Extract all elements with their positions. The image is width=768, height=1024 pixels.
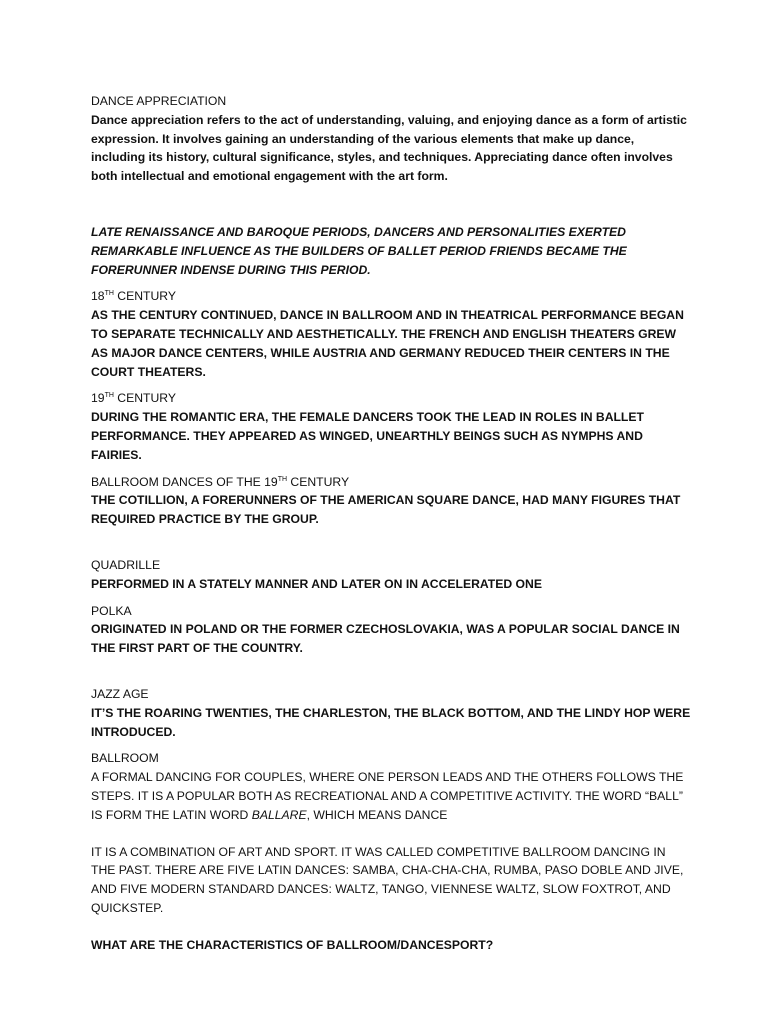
century-18-number: 18 — [91, 289, 105, 304]
dance-appreciation-heading: DANCE APPRECIATION — [91, 94, 227, 108]
ballroom-19-superscript: TH — [277, 475, 288, 483]
quadrille-paragraph: PERFORMED IN A STATELY MANNER AND LATER ON IN ACCELERATED ONE — [91, 576, 542, 591]
renaissance-paragraph: LATE RENAISSANCE AND BAROQUE PERIODS, DANCERS AND PERSONALITIES EXERTED REMARKABLE INFLUENCE AS THE BUILDERS OF BALLET PERIOD FRIENDS BECAME THE FORERUNNER INDENSE DURING THIS PERIOD. — [91, 224, 627, 277]
century-18-paragraph: AS THE CENTURY CONTINUED, DANCE IN BALLROOM AND IN THEATRICAL PERFORMANCE BEGAN TO SEPARATE TECHNICALLY AND AESTHETICALLY. THE FRENCH AND ENGLISH THEATERS GREW AS MAJOR DANCE CENTERS, WHILE AUSTRIA AND GERMANY REDUCED THEIR CENTERS IN THE COURT THEATERS. — [91, 308, 684, 379]
quadrille-heading: QUADRILLE — [91, 557, 161, 572]
polka-heading: POLKA — [91, 603, 132, 618]
ballroom-paragraph-2: IT IS A COMBINATION OF ART AND SPORT. IT WAS CALLED COMPETITIVE BALLROOM DANCING IN THE PAST. THERE ARE FIVE LATIN DANCES: SAMBA, CHA-CHA-CHA, RUMBA, PASO DOBLE AND JIVE, AND FIVE MODERN STANDARD DANCES: WALTZ, TANGO, VIENNESE WALTZ, SLOW FOXTROT, AND QUICKSTEP. — [91, 844, 684, 915]
ballroom-paragraph — [91, 768, 691, 824]
century-18-superscript: TH — [104, 290, 114, 298]
ballroom-paragraph-main: A FORMAL DANCING FOR COUPLES, WHERE ONE PERSON LEADS AND THE OTHERS FOLLOWS THE STEPS. IT IS A POPULAR BOTH AS RECREATIONAL AND A COMPETITIVE ACTIVITY. THE WORD “BALL” IS FORM THE LATIN WORD — [91, 770, 684, 822]
ballroom-paragraph-end: , WHICH MEANS DANCE — [306, 807, 448, 822]
characteristics-question: WHAT ARE THE CHARACTERISTICS OF BALLROOM/DANCESPORT? — [91, 937, 494, 952]
century-18-label: CENTURY — [113, 289, 176, 304]
document-body — [91, 92, 691, 954]
ballroom-paragraph-latin-word: BALLARE — [251, 807, 307, 822]
ballroom-19-paragraph: THE COTILLION, A FORERUNNERS OF THE AMERICAN SQUARE DANCE, HAD MANY FIGURES THAT REQUIRED PRACTICE BY THE GROUP. — [91, 493, 681, 527]
century-19-heading — [91, 389, 691, 408]
jazz-age-paragraph: IT’S THE ROARING TWENTIES, THE CHARLESTON, THE BLACK BOTTOM, AND THE LINDY HOP WERE INTRODUCED. — [91, 705, 691, 739]
century-19-superscript: TH — [104, 392, 114, 400]
ballroom-19-heading — [91, 473, 691, 492]
century-19-label: CENTURY — [113, 391, 176, 406]
century-18-heading — [91, 287, 691, 306]
jazz-age-heading: JAZZ AGE — [91, 686, 149, 701]
dance-appreciation-paragraph: Dance appreciation refers to the act of understanding, valuing, and enjoying dance as a form of artistic expression. It involves gaining an understanding of the various elements that make up dance, including its history, cultural significance, styles, and techniques. Appreciating dance often involves both intellectual and emotional engagement with the art form. — [91, 112, 687, 184]
century-19-paragraph: DURING THE ROMANTIC ERA, THE FEMALE DANCERS TOOK THE LEAD IN ROLES IN BALLET PERFORMANCE. THEY APPEARED AS WINGED, UNEARTHLY BEINGS SUCH AS NYMPHS AND FAIRIES. — [91, 410, 644, 462]
ballroom-19-label: CENTURY — [287, 474, 350, 489]
polka-paragraph: ORIGINATED IN POLAND OR THE FORMER CZECHOSLOVAKIA, WAS A POPULAR SOCIAL DANCE IN THE FIRST PART OF THE COUNTRY. — [91, 622, 680, 656]
century-19-number: 19 — [91, 391, 105, 406]
ballroom-19-prefix: BALLROOM DANCES OF THE 19 — [91, 474, 278, 489]
ballroom-heading: BALLROOM — [91, 751, 159, 766]
